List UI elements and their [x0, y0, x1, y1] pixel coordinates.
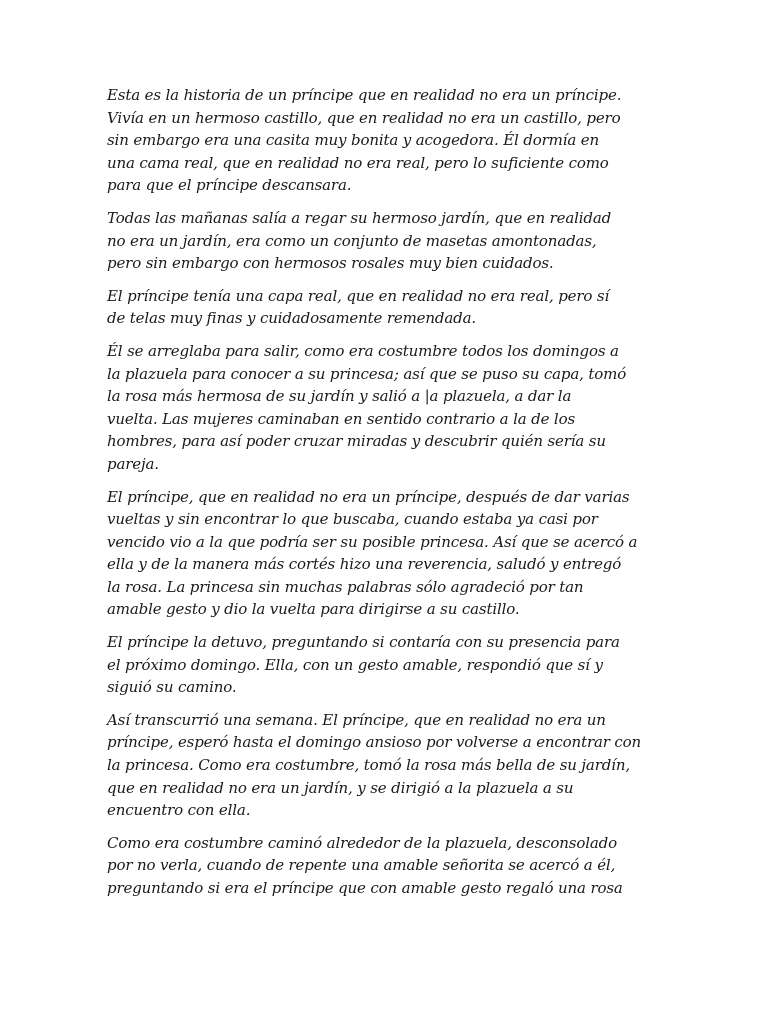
paragraph-1: Esta es la historia de un príncipe que en realidad no era un príncipe. Vivía en un hermoso castillo, que en realidad no era un castillo, pero sin embargo era una casita muy bonita y acogedora. Él dormía en una cama real, que en realidad no era real, pero lo suficiente como para que el príncipe descansara.	[107, 86, 622, 195]
paragraph-6: El príncipe la detuvo, preguntando si contaría con su presencia para el próximo domingo. Ella, con un gesto amable, respondió que sí y siguió su camino.	[107, 633, 620, 697]
story-text	[107, 84, 663, 910]
paragraph-3: El príncipe tenía una capa real, que en realidad no era real, pero sí de telas muy finas y cuidadosamente remendada.	[107, 286, 610, 328]
paragraph-4: Él se arreglaba para salir, como era costumbre todos los domingos a la plazuela para conocer a su princesa; así que se puso su capa, tomó la rosa más hermosa de su jardín y salió a |a plazuela, a dar la vuelta. Las mujeres caminaban en sentido contrario a la de los hombres, para así poder cruzar miradas y descubrir quién sería su pareja.	[107, 341, 627, 473]
paragraph-8: Como era costumbre caminó alrededor de la plazuela, desconsolado por no verla, cuando de repente una amable señorita se acercó a él, preguntando si era el príncipe que con amable gesto regaló una rosa	[107, 833, 623, 897]
paragraph-5: El príncipe, que en realidad no era un príncipe, después de dar varias vueltas y sin encontrar lo que buscaba, cuando estaba ya casi por vencido vio a la que podría ser su posible princesa. Así que se acercó a ella y de la manera más cortés hizo una reverencia, saludó y entregó la rosa. La princesa sin muchas palabras sólo agradeció por tan amable gesto y dio la vuelta para dirigirse a su castillo.	[107, 487, 638, 619]
paragraph-2: Todas las mañanas salía a regar su hermoso jardín, que en realidad no era un jardín, era como un conjunto de masetas amontonadas, pero sin embargo con hermosos rosales muy bien cuidados.	[107, 208, 612, 273]
paragraph-7: Así transcurrió una semana. El príncipe, que en realidad no era un príncipe, esperó hasta el domingo ansioso por volverse a encontrar con la princesa. Como era costumbre, tomó la rosa más bella de su jardín, que en realidad no era un jardín, y se dirigió a la plazuela a su encuentro con ella.	[107, 710, 642, 820]
